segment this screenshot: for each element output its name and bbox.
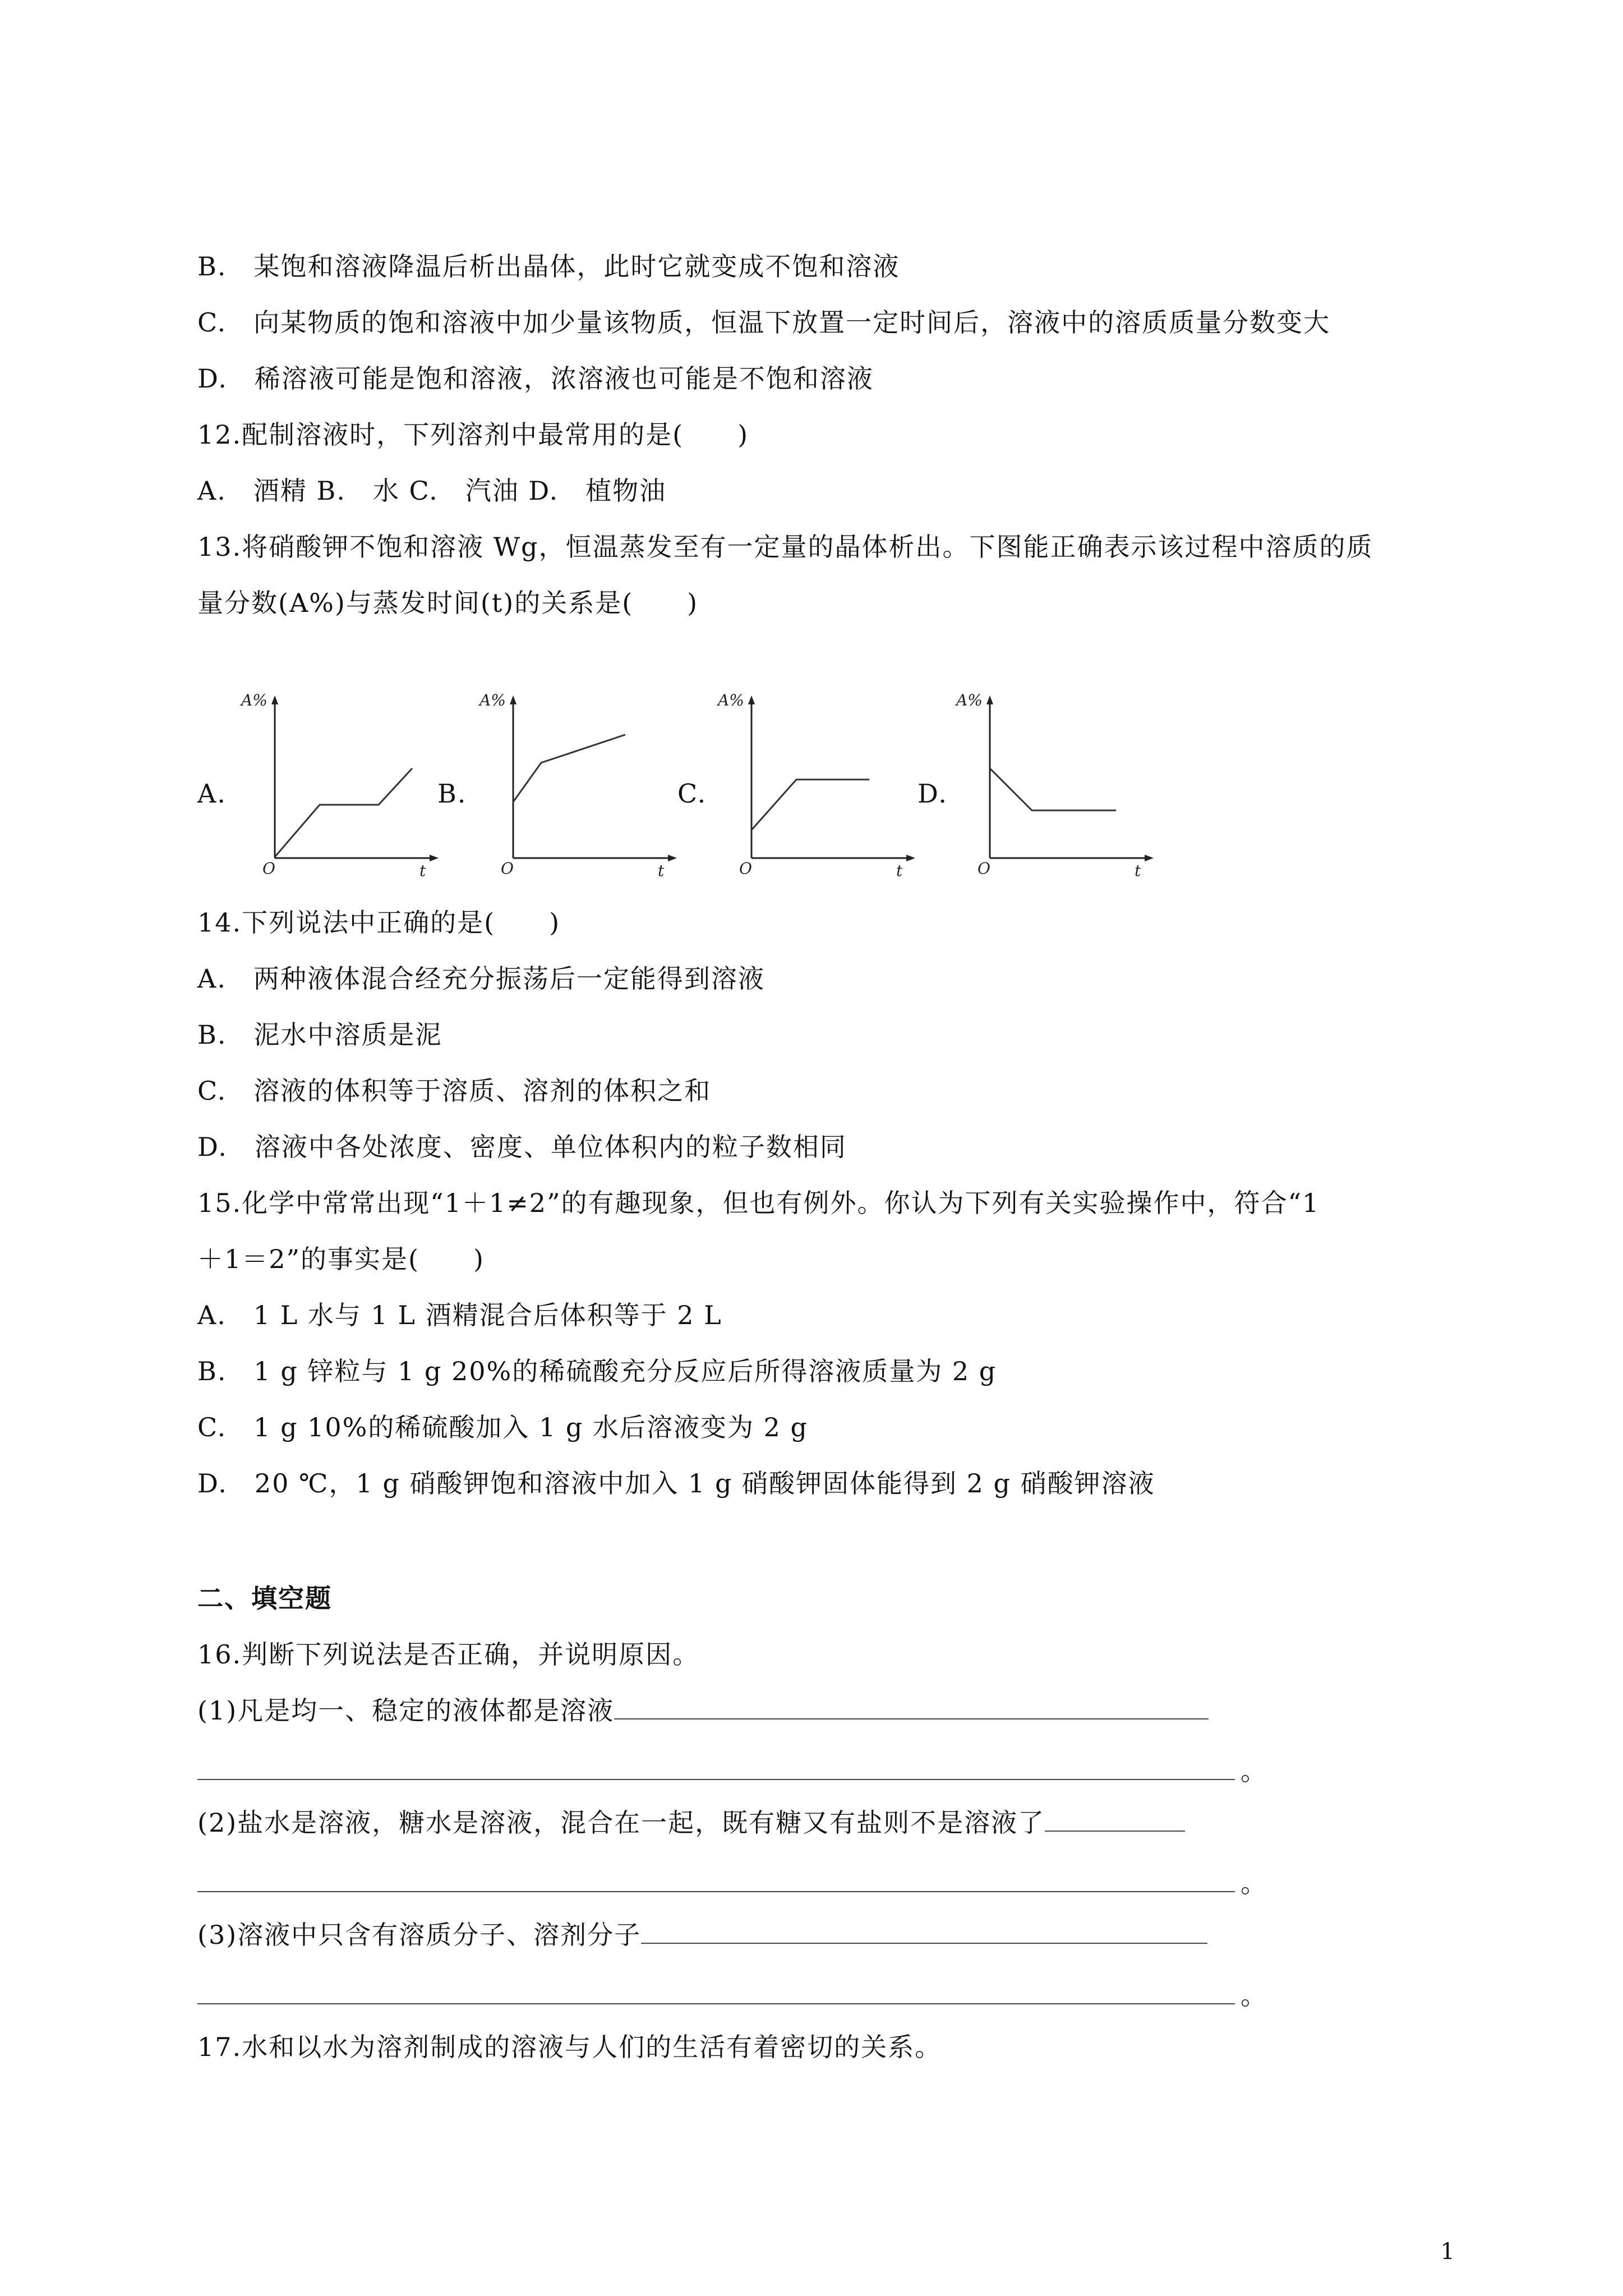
graph-c-curve bbox=[751, 780, 869, 830]
graph-d-origin: O bbox=[978, 859, 990, 878]
q12-options: A. 酒精 B. 水 C. 汽油 D. 植物油 bbox=[197, 476, 667, 506]
q12-stem: 12.配制溶液时，下列溶剂中最常用的是( ) bbox=[197, 419, 749, 450]
graph-b-curve bbox=[513, 735, 625, 802]
q11-option-d: D. 稀溶液可能是饱和溶液，浓溶液也可能是不饱和溶液 bbox=[197, 363, 874, 394]
q13-stem-line1: 13.将硝酸钾不饱和溶液 Wg，恒温蒸发至有一定量的晶体析出。下图能正确表示该过程中溶质的质 bbox=[197, 532, 1373, 562]
q16-stem: 16.判断下列说法是否正确，并说明原因。 bbox=[197, 1639, 700, 1670]
graph-b-y-label: A% bbox=[479, 691, 506, 709]
q11-option-c: C. 向某物质的饱和溶液中加少量该物质，恒温下放置一定时间后，溶液中的溶质质量分数变大 bbox=[197, 307, 1331, 338]
q16-part1 bbox=[197, 1694, 1209, 1727]
q11-option-b: B. 某饱和溶液降温后析出晶体，此时它就变成不饱和溶液 bbox=[197, 251, 900, 282]
graph-c-origin: O bbox=[739, 859, 752, 878]
graph-c-x-label: t bbox=[896, 861, 903, 880]
graph-c-y-label: A% bbox=[718, 691, 744, 709]
graph-d-x-label: t bbox=[1135, 861, 1141, 880]
q16-part2-answer-blank[interactable] bbox=[1045, 1806, 1185, 1832]
q16-part1-answer-blank[interactable] bbox=[614, 1694, 1209, 1719]
q14-option-c: C. 溶液的体积等于溶质、溶剂的体积之和 bbox=[197, 1076, 712, 1106]
q15-stem-line2: ＋1＝2”的事实是( ) bbox=[197, 1244, 485, 1274]
graph-d-curve bbox=[990, 768, 1116, 810]
graph-b-origin: O bbox=[501, 859, 514, 878]
q13-option-c-label: C. bbox=[677, 778, 707, 809]
q14-option-b: B. 泥水中溶质是泥 bbox=[197, 1020, 442, 1050]
q16-part2-answer-line2[interactable] bbox=[197, 1890, 1235, 1892]
q13-graph-a bbox=[241, 690, 465, 880]
q16-part3-period: 。 bbox=[1241, 1980, 1266, 2011]
q13-option-b-label: B. bbox=[437, 778, 467, 809]
graph-a-x-label: t bbox=[419, 861, 426, 880]
graph-d-y-label: A% bbox=[956, 691, 983, 709]
q14-option-a: A. 两种液体混合经充分振荡后一定能得到溶液 bbox=[197, 963, 765, 994]
q16-part1-text: (1)凡是均一、稳定的液体都是溶液 bbox=[197, 1695, 615, 1726]
section-heading-fill-blank: 二、填空题 bbox=[197, 1583, 332, 1613]
q16-part3 bbox=[197, 1918, 1207, 1952]
graph-a-curve bbox=[275, 768, 412, 857]
q16-part3-text: (3)溶液中只含有溶质分子、溶剂分子 bbox=[197, 1920, 642, 1950]
q15-option-d: D. 20 ℃，1 g 硝酸钾饱和溶液中加入 1 g 硝酸钾固体能得到 2 g 硝酸钾溶液 bbox=[197, 1468, 1155, 1499]
graph-a-y-label: A% bbox=[241, 691, 268, 709]
graph-b-x-label: t bbox=[658, 861, 665, 880]
q16-part3-answer-blank[interactable] bbox=[641, 1918, 1207, 1944]
q16-part1-answer-line2[interactable] bbox=[197, 1778, 1235, 1780]
q15-option-c: C. 1 g 10%的稀硫酸加入 1 g 水后溶液变为 2 g bbox=[197, 1412, 808, 1442]
q16-part3-answer-line2[interactable] bbox=[197, 2002, 1235, 2004]
q17-stem: 17.水和以水为溶剂制成的溶液与人们的生活有着密切的关系。 bbox=[197, 2032, 942, 2062]
q13-stem-line2: 量分数(A%)与蒸发时间(t)的关系是( ) bbox=[197, 588, 699, 618]
graph-a-origin: O bbox=[262, 859, 275, 878]
q13-graph-c bbox=[718, 690, 942, 880]
q15-option-a: A. 1 L 水与 1 L 酒精混合后体积等于 2 L bbox=[197, 1300, 722, 1330]
q13-graph-b bbox=[479, 690, 704, 880]
q13-option-a-label: A. bbox=[197, 778, 227, 809]
q14-option-d: D. 溶液中各处浓度、密度、单位体积内的粒子数相同 bbox=[197, 1132, 847, 1162]
q13-graph-d bbox=[956, 690, 1181, 880]
q16-part2-text: (2)盐水是溶液，糖水是溶液，混合在一起，既有糖又有盐则不是溶液了 bbox=[197, 1808, 1045, 1838]
page-number: 1 bbox=[1440, 2239, 1455, 2265]
q16-part1-period: 。 bbox=[1241, 1756, 1266, 1786]
q13-option-d-label: D. bbox=[917, 778, 948, 809]
q15-option-b: B. 1 g 锌粒与 1 g 20%的稀硫酸充分反应后所得溶液质量为 2 g bbox=[197, 1356, 997, 1386]
q15-stem-line1: 15.化学中常常出现“1＋1≠2”的有趣现象，但也有例外。你认为下列有关实验操作中，符合“1 bbox=[197, 1188, 1320, 1218]
q16-part2 bbox=[197, 1806, 1185, 1839]
q16-part2-period: 。 bbox=[1241, 1868, 1266, 1898]
q14-stem: 14.下列说法中正确的是( ) bbox=[197, 907, 561, 938]
